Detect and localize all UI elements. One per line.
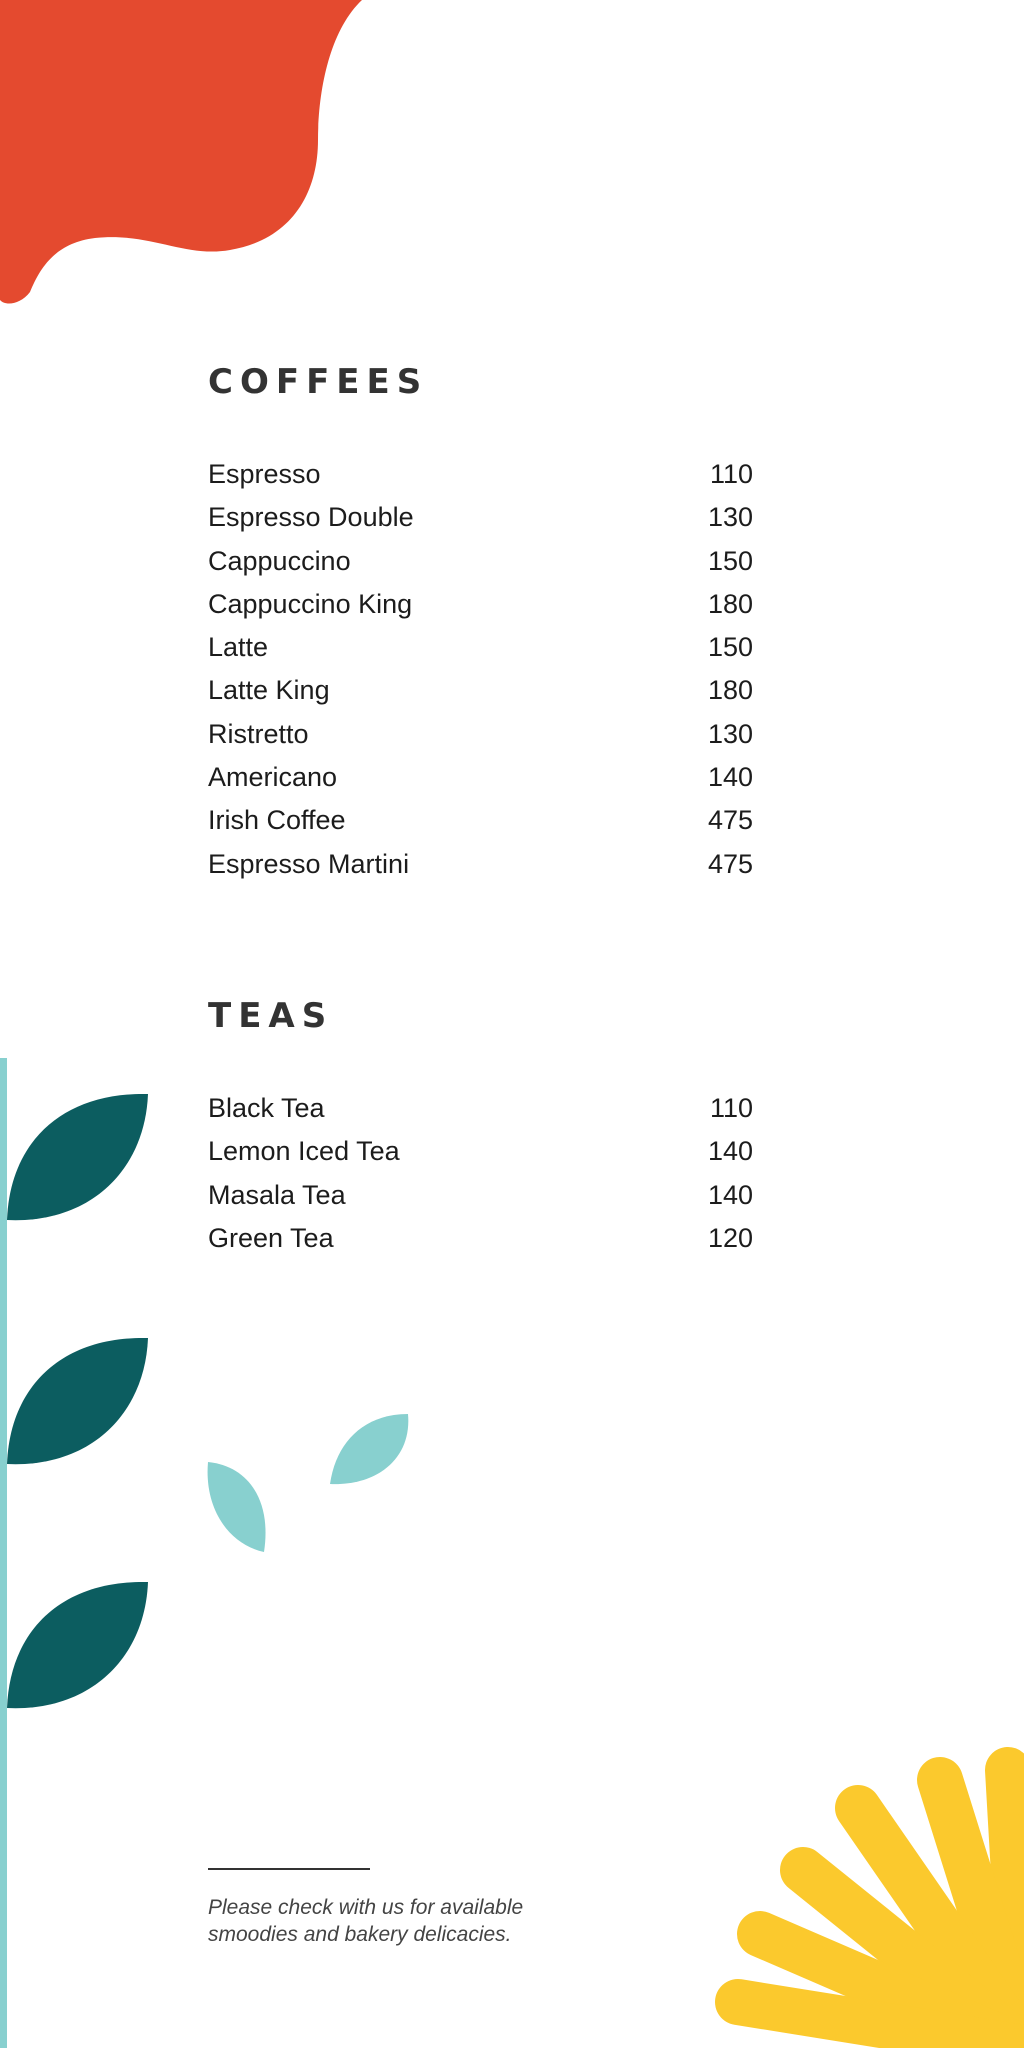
item-name: Black Tea: [208, 1093, 325, 1123]
leaf-icon: [208, 1462, 266, 1552]
item-name: Cappuccino King: [208, 588, 413, 619]
menu-item-latte: [208, 626, 753, 669]
menu-item-lemon-iced-tea: [208, 1130, 753, 1173]
item-name: Lemon Iced Tea: [208, 1136, 400, 1167]
item-name: Cappuccino: [208, 545, 351, 576]
item-price: 475: [707, 805, 753, 836]
footer-note: [208, 1894, 648, 1948]
tea-list: [208, 1087, 753, 1260]
item-name: Ristretto: [208, 718, 309, 749]
item-name: Espresso Double: [208, 502, 414, 533]
menu-item-espresso: [208, 453, 753, 496]
item-price: 180: [707, 675, 753, 706]
menu-item-irish-coffee: [208, 799, 753, 842]
menu-item-cappuccino: [208, 540, 753, 583]
item-price: 180: [707, 588, 753, 619]
item-price: 140: [707, 1179, 753, 1210]
menu-item-espresso-double: [208, 496, 753, 539]
menu-item-espresso-martini: [208, 843, 753, 886]
item-name: Latte King: [208, 675, 330, 706]
teas-heading: TEAS: [208, 996, 334, 1036]
item-name: Irish Coffee: [208, 805, 346, 836]
item-name: Espresso Martini: [208, 848, 410, 879]
red-blob-decoration: [0, 0, 362, 304]
coffee-list: [208, 453, 753, 886]
footer-note-line-2: smoodies and bakery delicacies.: [208, 1923, 512, 1946]
item-price: 150: [707, 632, 753, 663]
footer-note-line-1: Please check with us for available: [208, 1896, 524, 1919]
coffees-heading: COFFEES: [208, 362, 429, 402]
item-price: 140: [707, 762, 753, 793]
leaf-icon: [7, 1094, 148, 1220]
item-price: 130: [707, 502, 753, 533]
menu-item-ristretto: [208, 713, 753, 756]
item-price: 475: [707, 848, 753, 879]
item-name: Americano: [208, 762, 338, 793]
item-price: 110: [709, 1093, 753, 1123]
item-price: 130: [707, 718, 753, 749]
menu-item-black-tea: [208, 1087, 753, 1130]
footer-divider: [208, 1868, 370, 1870]
item-price: 140: [707, 1136, 753, 1167]
leaf-icon: [330, 1414, 408, 1484]
item-name: Espresso: [208, 459, 321, 489]
item-price: 120: [707, 1222, 753, 1253]
sun-rays-decoration: [738, 1770, 1024, 2048]
item-price: 150: [707, 545, 753, 576]
menu-item-latte-king: [208, 669, 753, 712]
leaf-icon: [7, 1338, 148, 1464]
menu-item-cappuccino-king: [208, 583, 753, 626]
menu-item-americano: [208, 756, 753, 799]
item-price: 110: [709, 459, 753, 489]
side-stripe: [0, 1058, 7, 2048]
menu-item-green-tea: [208, 1217, 753, 1260]
item-name: Masala Tea: [208, 1179, 346, 1210]
leaf-icon: [7, 1582, 148, 1708]
menu-item-masala-tea: [208, 1174, 753, 1217]
item-name: Green Tea: [208, 1222, 334, 1253]
item-name: Latte: [208, 632, 269, 663]
